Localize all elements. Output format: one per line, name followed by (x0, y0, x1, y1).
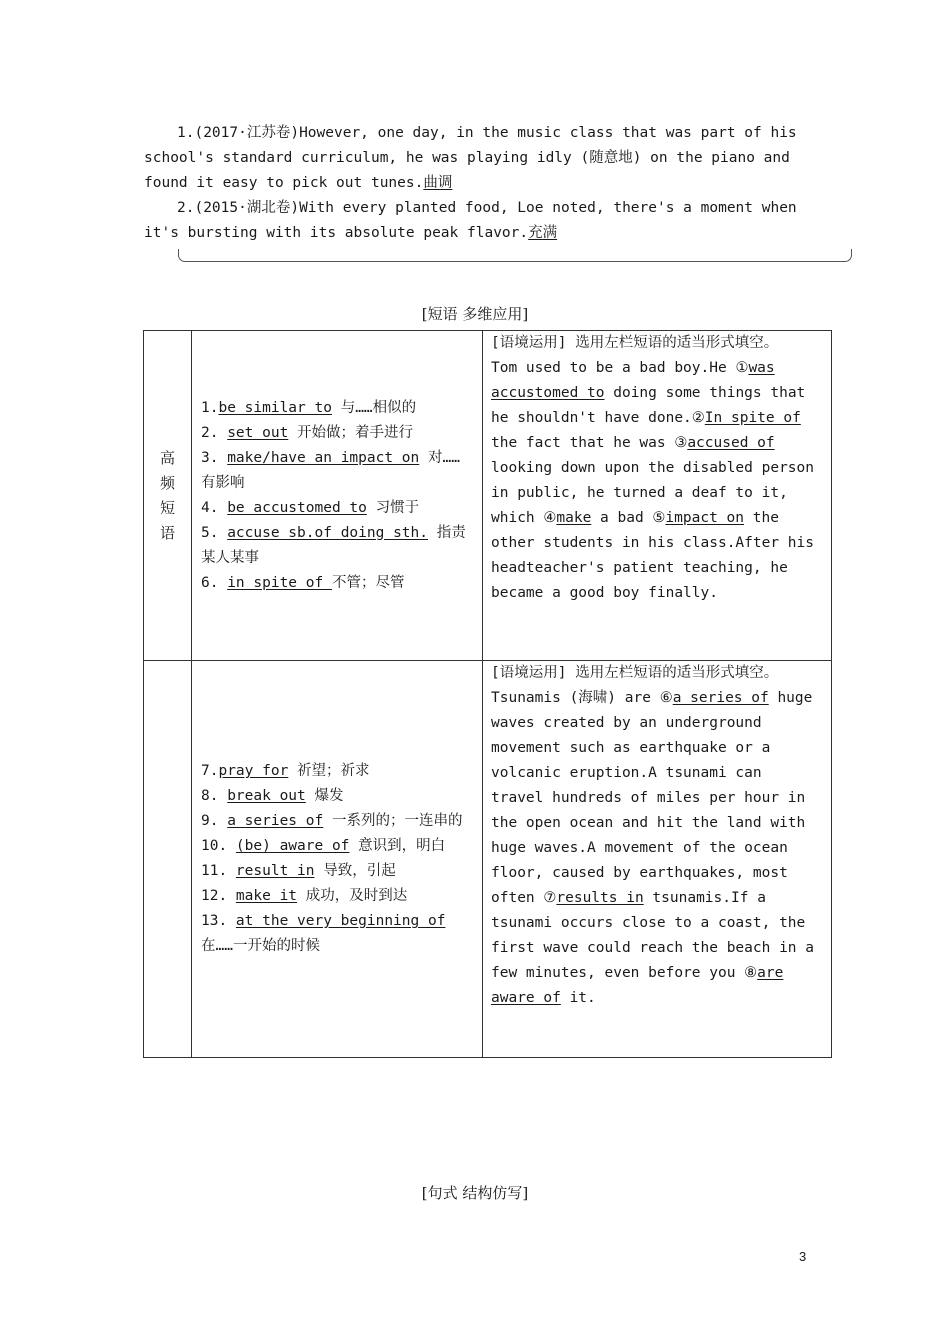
phrase-answer: make/have an impact on (227, 449, 420, 466)
blank-answer: make (556, 510, 592, 526)
phrase-answer: result in (235, 863, 315, 879)
phrase-list (192, 331, 483, 661)
example-1-text: 1.(2017·江苏卷)However, one day, in the music class that was part of his school's standard curriculum, he was playing idly (随意地) on the piano and found it easy to pick out tunes. (144, 125, 797, 191)
list-item: 8. break out 爆发 (201, 788, 344, 804)
phrase-answer: a series of (227, 813, 324, 829)
list-item: 6. in spite of 不管；尽管 (201, 574, 405, 591)
list-item: 1.be similar to 与……相似的 (201, 399, 417, 416)
blank-answer: In spite of (704, 410, 801, 426)
blank-answer: results in (556, 890, 644, 906)
phrase-list (192, 661, 483, 1058)
list-item: 12. make it 成功，及时到达 (201, 888, 408, 904)
blank-answer: a series of (672, 690, 769, 706)
phrase-answer: set out (227, 424, 289, 441)
intro-examples (144, 121, 804, 246)
phrase-answer: at the very beginning of (235, 913, 446, 929)
phrase-answer: make it (235, 888, 298, 904)
list-item: 3. make/have an impact on 对……有影响 (201, 449, 460, 491)
phrase-answer: pray for (218, 763, 289, 779)
blank-answer: was accustomed to (491, 360, 775, 401)
row-label-empty (144, 661, 192, 1058)
phrase-answer: be similar to (218, 399, 332, 416)
list-item: 11. result in 导致，引起 (201, 863, 396, 879)
phrase-answer: (be) aware of (235, 838, 350, 854)
table-row (144, 661, 832, 1058)
page-number: 3 (799, 1249, 807, 1264)
example-2 (144, 196, 804, 246)
list-item: 10. (be) aware of 意识到，明白 (201, 838, 446, 854)
row-label (144, 331, 192, 661)
list-item: 9. a series of 一系列的；一连串的 (201, 813, 463, 829)
example-1 (144, 121, 804, 196)
phrase-answer: accuse sb.of doing sth. (227, 524, 428, 541)
list-item: 4. be accustomed to 习惯于 (201, 499, 420, 516)
example-1-answer: 曲调 (423, 175, 453, 191)
phrase-answer: in spite of (227, 574, 332, 591)
blank-answer: impact on (665, 510, 744, 526)
exercise-passage: Tom used to be a bad boy.He ①was accustomed to doing some things that he shouldn't have done.②In spite of the fact that he was ③accused of looking down upon the disabled person in public, he turned a deaf to it, which ④make a bad ⑤impact on the other students in his class.After his headteacher's patient teaching, he became a good boy finally. (491, 360, 815, 601)
exercise-instruction: [语境运用] 选用左栏短语的适当形式填空。 (491, 335, 779, 351)
example-2-text: 2.(2015·湖北卷)With every planted food, Loe noted, there's a moment when it's bursting with its absolute peak flavor. (144, 200, 797, 241)
phrase-answer: break out (227, 788, 306, 804)
list-item: 7.pray for 祈望；祈求 (201, 763, 370, 779)
example-2-answer: 充满 (528, 225, 558, 241)
table-row (144, 331, 832, 661)
list-item: 13. at the very beginning of 在……一开始的时候 (201, 913, 446, 954)
section-heading-sentences: [句式 结构仿写] (421, 1184, 529, 1202)
exercise-passage: Tsunamis (海啸) are ⑥a series of huge waves created by an underground movement such as earthquake or a volcanic eruption.A tsunami can travel hundreds of miles per hour in the open ocean and hit the land with huge waves.A movement of the ocean floor, caused by earthquakes, most often ⑦results in tsunamis.If a tsunami occurs close to a coast, the first wave could reach the beach in a few minutes, even before you ⑧are aware of it. (491, 690, 815, 1006)
list-item: 5. accuse sb.of doing sth. 指责某人某事 (201, 524, 466, 566)
row-label-text: 高 频 短 语 (159, 448, 175, 542)
blank-answer: accused of (687, 435, 775, 451)
list-item: 2. set out 开始做；着手进行 (201, 424, 414, 441)
section-heading-phrases: [短语 多维应用] (421, 305, 529, 323)
phrase-table (143, 330, 832, 1058)
exercise-instruction: [语境运用] 选用左栏短语的适当形式填空。 (491, 665, 779, 681)
phrase-answer: be accustomed to (227, 499, 367, 516)
blank-answer: are aware of (491, 965, 784, 1006)
exercise-cell (483, 331, 832, 661)
exercise-cell (483, 661, 832, 1058)
bracket-divider (178, 249, 852, 262)
